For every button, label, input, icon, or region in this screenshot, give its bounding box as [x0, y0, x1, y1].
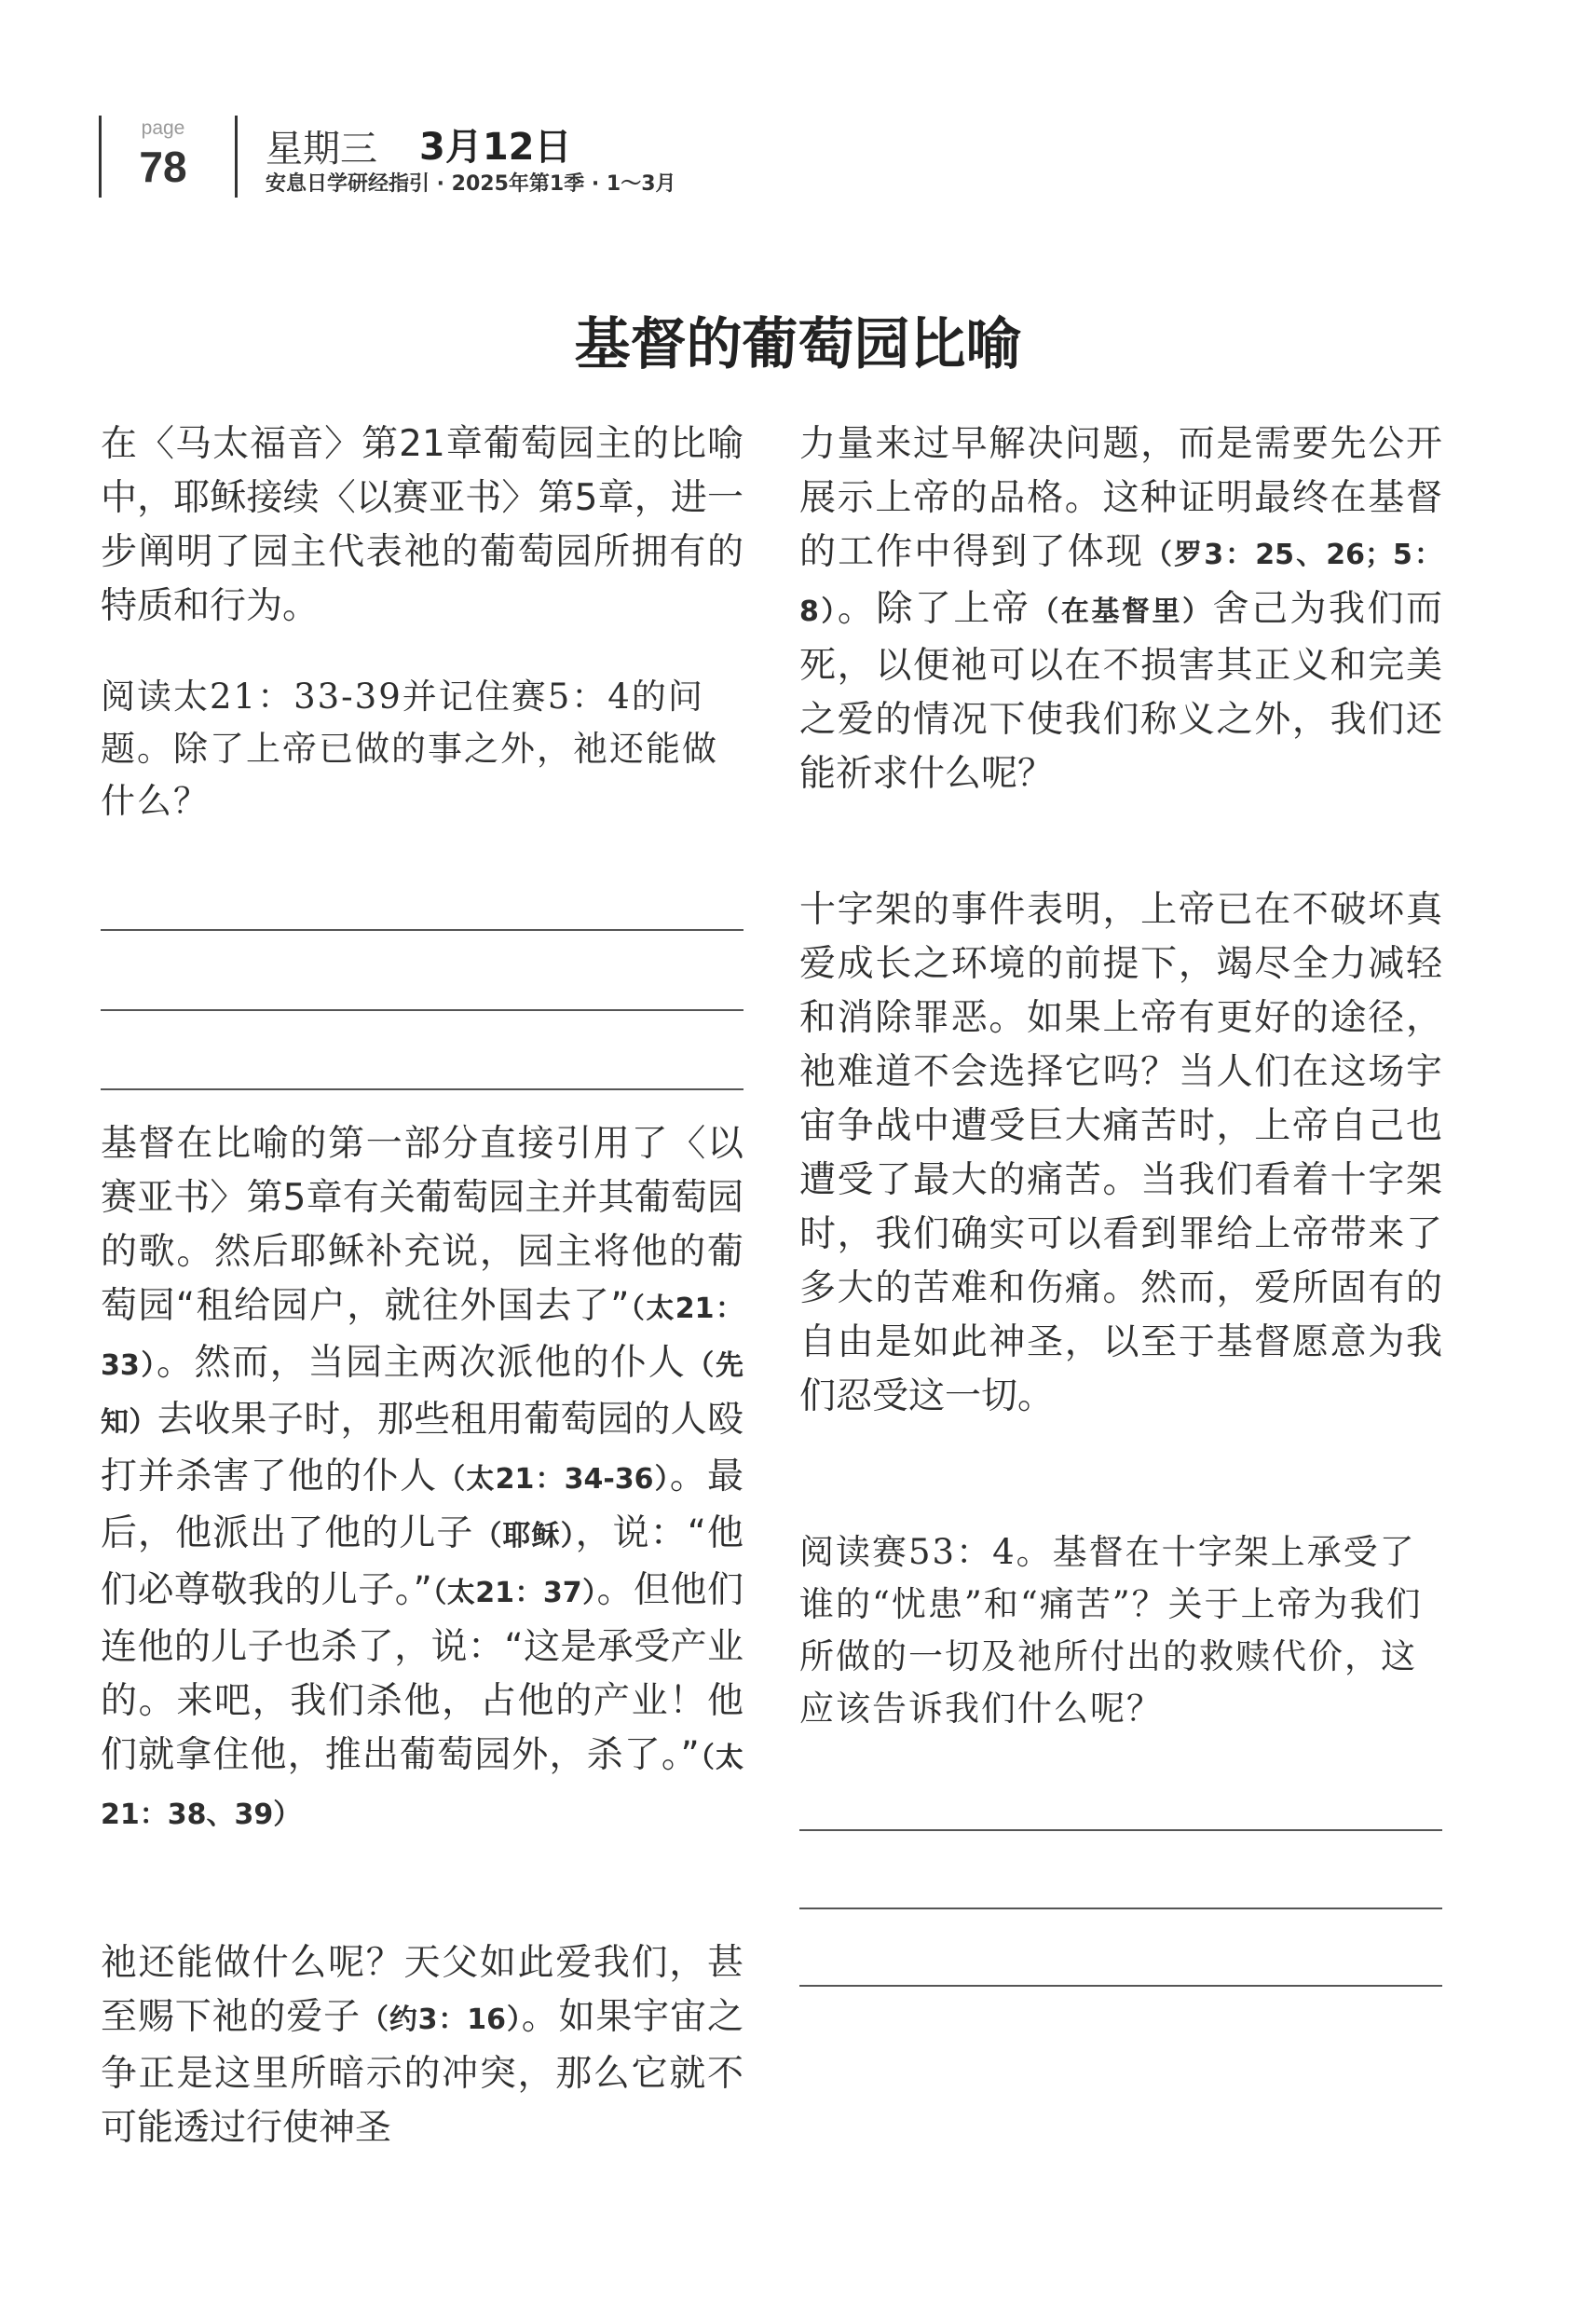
header-mid-rule [235, 116, 238, 198]
answer-line-1[interactable] [101, 929, 743, 931]
p2-text-2: 。然而，当园主两次派他的仆人 [156, 1342, 687, 1384]
date: 3月12日 [419, 126, 572, 169]
p2-text-6: 。但他们连他的儿子也杀了，说：“这是承受产业的。来吧，我们杀他，占他的产业！他们就拿住他，推出葡萄园外，杀了。” [101, 1569, 743, 1776]
left-paragraph-3 [101, 1936, 743, 2155]
answer-line-6[interactable] [799, 1985, 1442, 1987]
rp1-text-3: 舍己为我们而死，以便祂可以在不损害其正义和完美之爱的情况下使我们称义之外，我们还能祈求什么呢？ [799, 588, 1442, 795]
p3-text-1: 祂还能做什么呢？天父如此爱我们，甚至赐下祂的爱子 [101, 1942, 743, 2038]
right-paragraph-1 [799, 417, 1442, 801]
left-question: 阅读太21：33-39并记住赛5：4的问题。除了上帝已做的事之外，祂还能做什么？ [101, 677, 718, 821]
answer-line-5[interactable] [799, 1908, 1442, 1909]
scripture-ref: （太21：34-36） [437, 1463, 670, 1496]
scripture-ref: （在基督里） [1030, 595, 1213, 628]
page-title: 基督的葡萄园比喻 [574, 312, 1022, 377]
rp1-text-2: 。除了上帝 [837, 588, 1031, 630]
answer-line-2[interactable] [101, 1009, 743, 1011]
scripture-ref: （太21：37） [431, 1577, 597, 1609]
left-paragraph-2 [101, 1117, 743, 1842]
scripture-ref: （太21：38、39） [101, 1742, 743, 1831]
p2-text-5: ，说：“他们必尊敬我的儿子。” [101, 1512, 743, 1611]
scripture-ref: （罗3：25、26；5：8） [799, 539, 1442, 628]
left-paragraph-1: 在〈马太福音〉第21章葡萄园主的比喻中，耶稣接续〈以赛亚书〉第5章，进一步阐明了园主代表祂的葡萄园所拥有的特质和行为。 [101, 423, 743, 627]
header-left-rule [99, 116, 102, 198]
p2-text-4: 。最后，他派出了他的儿子 [101, 1456, 743, 1554]
rp1-text-1: 力量来过早解决问题，而是需要先公开展示上帝的品格。这种证明最终在基督的工作中得到了体现 [799, 423, 1442, 573]
p3-text-2: 。如果宇宙之争正是这里所暗示的冲突，那么它就不可能透过行使神圣 [101, 1996, 743, 2149]
right-paragraph-2: 十字架的事件表明，上帝已在不破坏真爱成长之环境的前提下，竭尽全力减轻和消除罪恶。如果上帝有更好的途径，祂难道不会选择它吗？当人们在这场宇宙争战中遭受巨大痛苦时，上帝自己也遭受了最大的痛苦。当我们看着十字架时，我们确实可以看到罪给上帝带来了多大的苦难和伤痛。然而，爱所固有的自由是如此神圣，以至于基督愿意为我们忍受这一切。 [799, 889, 1442, 1417]
lesson-subtitle: 安息日学研经指引 · 2025年第1季 · 1～3月 [266, 172, 676, 196]
scripture-ref: （耶稣） [473, 1520, 576, 1552]
scripture-ref: （约3：16） [360, 2003, 522, 2036]
p2-text-3: 去收果子时，那些租用葡萄园的人殴打并杀害了他的仆人 [101, 1399, 743, 1497]
page-number: 78 [139, 143, 187, 191]
page-label: page [141, 117, 185, 139]
p2-text-1: 基督在比喻的第一部分直接引用了〈以赛亚书〉第5章有关葡萄园主并其葡萄园的歌。然后耶稣补充说，园主将他的葡萄园“租给园户，就往外国去了” [101, 1123, 743, 1327]
right-question: 阅读赛53：4。基督在十字架上承受了谁的“忧患”和“痛苦”？关于上帝为我们所做的一切及祂所付出的救赎代价，这应该告诉我们什么呢？ [799, 1532, 1423, 1729]
scripture-ref: （先知） [101, 1349, 743, 1439]
answer-line-3[interactable] [101, 1088, 743, 1090]
answer-line-4[interactable] [799, 1829, 1442, 1831]
scripture-ref: （太21：33） [101, 1292, 743, 1382]
weekday: 星期三 [266, 128, 377, 171]
